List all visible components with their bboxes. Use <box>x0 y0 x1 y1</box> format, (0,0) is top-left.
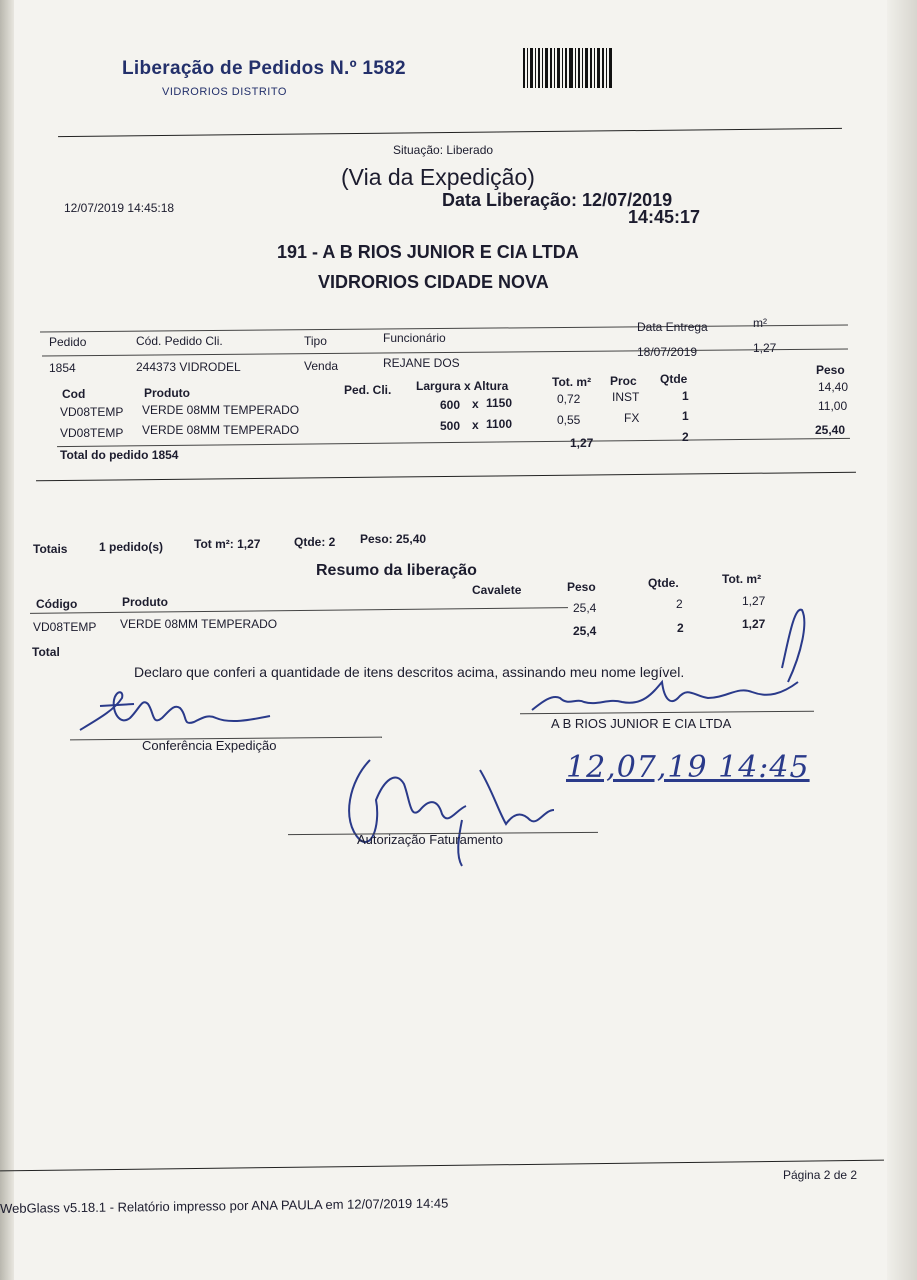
col-tot-m2: Tot. m² <box>552 375 592 389</box>
document-title: Liberação de Pedidos N.º 1582 <box>122 58 406 79</box>
totals-pedidos: 1 pedido(s) <box>99 540 164 554</box>
release-date: Data Liberação: 12/07/2019 <box>442 190 673 210</box>
summary-row-tot-m2: 1,27 <box>742 594 766 608</box>
value-m2: 1,27 <box>753 341 777 355</box>
totals-label: Totais <box>33 542 68 556</box>
barcode <box>523 48 627 88</box>
col-peso: Peso <box>816 363 845 377</box>
header-divider <box>58 128 842 137</box>
label-tipo: Tipo <box>304 334 327 348</box>
order-bottom-line <box>36 472 856 482</box>
footer-page-number: Página 2 de 2 <box>783 1168 858 1182</box>
col-produto: Produto <box>144 386 190 400</box>
col-ped-cli: Ped. Cli. <box>344 383 392 397</box>
summary-row-peso: 25,4 <box>573 601 597 615</box>
conference-label: Conferência Expedição <box>142 738 277 753</box>
summary-col-tot-m2: Tot. m² <box>722 572 762 586</box>
row2-altura: 1100 <box>486 417 513 431</box>
value-data-entrega: 18/07/2019 <box>637 345 698 359</box>
row1-peso: 14,40 <box>818 380 849 394</box>
footer-line <box>0 1160 884 1172</box>
summary-item-codigo: VD08TEMP <box>33 620 97 634</box>
company-label: A B RIOS JUNIOR E CIA LTDA <box>551 716 732 731</box>
value-funcionario: REJANE DOS <box>383 356 460 370</box>
value-tipo: Venda <box>304 359 339 373</box>
label-m2: m² <box>753 316 767 330</box>
items-total-line <box>57 438 850 447</box>
declaration-text: Declaro que conferi a quantidade de itens descritos acima, assinando meu nome legível. <box>134 664 685 680</box>
totals-qtde: Qtde: 2 <box>294 535 336 549</box>
row2-largura: 500 <box>440 419 461 433</box>
totals-m2: Tot m²: 1,27 <box>194 537 261 551</box>
authorization-label: Autorização Faturamento <box>357 832 503 847</box>
handwritten-datetime: 12,07,19 14:45 <box>566 750 810 785</box>
summary-header-line <box>30 607 568 614</box>
summary-item-tot-m2: 1,27 <box>742 617 766 631</box>
company-name: VIDRORIOS DISTRITO <box>162 86 287 98</box>
summary-total-label: Total <box>32 645 60 659</box>
label-funcionario: Funcionário <box>383 331 446 345</box>
row1-qtde: 1 <box>682 389 689 403</box>
row1-cod: VD08TEMP <box>60 405 124 419</box>
summary-col-codigo: Código <box>36 597 78 611</box>
totals-peso: Peso: 25,40 <box>360 532 427 546</box>
summary-row-qtde: 2 <box>676 597 683 611</box>
label-pedido: Pedido <box>49 335 87 349</box>
row1-largura: 600 <box>440 398 461 412</box>
row2-times: x <box>472 418 479 432</box>
row1-tot-m2: 0,72 <box>557 392 581 406</box>
footer-printed-by: WebGlass v5.18.1 - Relatório impresso por ANA PAULA em 12/07/2019 14:45 <box>0 1195 449 1216</box>
paper-shadow-right <box>887 0 917 1280</box>
release-time: 14:45:17 <box>628 207 701 227</box>
row2-qtde: 1 <box>682 409 689 423</box>
row1-produto: VERDE 08MM TEMPERADO <box>142 403 300 417</box>
company-signature <box>512 602 822 722</box>
order-total-qtde: 2 <box>682 430 689 444</box>
situation-text: Situação: Liberado <box>393 143 494 157</box>
col-proc: Proc <box>610 374 637 388</box>
row2-tot-m2: 0,55 <box>557 413 581 427</box>
summary-col-produto: Produto <box>122 595 168 609</box>
summary-item-peso: 25,4 <box>573 624 597 638</box>
col-largura-altura: Largura x Altura <box>416 379 509 393</box>
order-total-peso: 25,40 <box>815 423 846 437</box>
row2-peso: 11,00 <box>818 399 848 413</box>
summary-item-produto: VERDE 08MM TEMPERADO <box>120 617 278 631</box>
row1-proc: INST <box>612 390 640 404</box>
order-total-label: Total do pedido 1854 <box>60 448 179 462</box>
value-pedido: 1854 <box>49 361 76 375</box>
paper-shadow-left <box>0 0 14 1280</box>
order-total-m2: 1,27 <box>570 436 594 450</box>
customer-store: VIDRORIOS CIDADE NOVA <box>318 272 549 292</box>
row2-cod: VD08TEMP <box>60 426 124 440</box>
print-timestamp: 12/07/2019 14:45:18 <box>64 201 175 215</box>
summary-col-qtde: Qtde. <box>648 576 679 590</box>
row1-altura: 1150 <box>486 396 513 410</box>
customer-name: 191 - A B RIOS JUNIOR E CIA LTDA <box>277 242 579 262</box>
row1-times: x <box>472 397 479 411</box>
summary-title: Resumo da liberação <box>316 562 477 579</box>
label-data-entrega: Data Entrega <box>637 320 708 334</box>
row2-proc: FX <box>624 411 640 425</box>
summary-col-peso: Peso <box>567 580 596 594</box>
col-cod: Cod <box>62 387 86 401</box>
summary-col-cavalete: Cavalete <box>472 583 522 597</box>
col-qtde: Qtde <box>660 372 688 386</box>
row2-produto: VERDE 08MM TEMPERADO <box>142 423 300 437</box>
summary-item-qtde: 2 <box>677 621 684 635</box>
label-cod-pedido-cli: Cód. Pedido Cli. <box>136 334 223 348</box>
via-label: (Via da Expedição) <box>341 164 535 190</box>
authorization-signature <box>330 740 590 870</box>
value-cod-pedido-cli: 244373 VIDRODEL <box>136 360 241 374</box>
